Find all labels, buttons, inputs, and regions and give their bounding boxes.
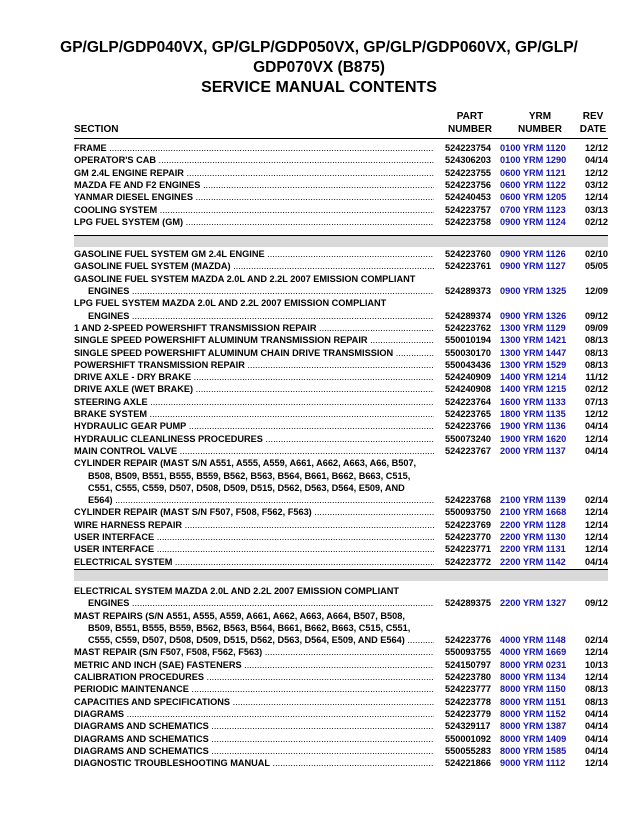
part-number: 524289375 [445, 598, 491, 609]
yrm-number: 1400 YRM 1215 [500, 384, 567, 395]
rev-date: 08/13 [585, 696, 608, 707]
yrm-number: 0900 YRM 1126 [500, 249, 566, 260]
rev-date: 04/14 [585, 155, 608, 166]
separator-band [74, 236, 608, 247]
table-row-continuation [74, 586, 608, 597]
yrm-number: 2100 YRM 1139 [500, 495, 566, 506]
yrm-number: 0700 YRM 1123 [500, 204, 566, 215]
part-number: 524223765 [445, 409, 491, 419]
table-row [74, 635, 608, 646]
rev-date: 02/10 [585, 249, 608, 260]
section-title: COOLING SYSTEM ..... [74, 205, 434, 216]
rev-date: 12/14 [585, 192, 608, 203]
section-title: BRAKE SYSTEM ..... [74, 409, 434, 420]
yrm-number: 0600 YRM 1205 [500, 192, 567, 203]
yrm-number: 2100 YRM 1668 [500, 507, 567, 518]
table-row [74, 168, 608, 179]
rev-date: 08/13 [585, 347, 608, 358]
section-title: GASOLINE FUEL SYSTEM (MAZDA) ..... [74, 261, 434, 272]
part-number: 524223758 [445, 216, 491, 227]
section-title: METRIC AND INCH (SAE) FASTENERS ..... [74, 660, 434, 671]
rev-date: 09/12 [585, 598, 608, 609]
part-number: 550073240 [445, 433, 491, 444]
section-title-line: MAST REPAIRS (S/N A551, A555, A559, A661, A662, A663, A664, B507, B508, [74, 610, 405, 621]
table-row [74, 532, 608, 543]
rev-date: 12/12 [585, 143, 608, 153]
rev-date: 09/09 [585, 322, 608, 333]
section-title: POWERSHIFT TRANSMISSION REPAIR ..... [74, 360, 434, 371]
title-line-3: SERVICE MANUAL CONTENTS [201, 79, 437, 96]
section-title: STEERING AXLE ..... [74, 397, 434, 408]
yrm-number: 9000 YRM 1112 [500, 758, 566, 769]
table-row [74, 544, 608, 555]
table-row [74, 335, 608, 346]
rev-date: 08/13 [585, 684, 608, 695]
header-rev-1: REV [582, 111, 604, 122]
yrm-number: 8000 YRM 1151 [500, 696, 566, 707]
part-number: 524223777 [445, 684, 491, 695]
table-row [74, 192, 608, 203]
section-title-line: LPG FUEL SYSTEM MAZDA 2.0L AND 2.2L 2007 EMISSION COMPLIANT [74, 298, 387, 309]
table-row [74, 372, 608, 383]
section-title: DIAGNOSTIC TROUBLESHOOTING MANUAL ..... [74, 758, 434, 769]
rev-date: 02/14 [585, 635, 608, 646]
section-title: ENGINES ..... [74, 311, 434, 322]
section-title: ENGINES ..... [74, 286, 434, 297]
yrm-number: 1800 YRM 1135 [500, 409, 566, 419]
section-title-line: CYLINDER REPAIR (MAST S/N A551, A555, A559, A661, A662, A663, A66, B507, [74, 458, 417, 469]
table-row [74, 348, 608, 359]
table-row [74, 397, 608, 408]
rev-date: 12/14 [585, 532, 608, 542]
section-title: CYLINDER REPAIR (MAST S/N F507, F508, F562, F563) ..... [74, 507, 434, 518]
table-row [74, 709, 608, 720]
section-title-line: C551, C555, C559, D507, D508, D509, D515, D562, D563, D564, E509, AND [88, 482, 405, 493]
part-number: 524223764 [445, 396, 491, 407]
table-row [74, 384, 608, 395]
part-number: 550093750 [445, 507, 491, 518]
section-title: YANMAR DIESEL ENGINES ..... [74, 192, 434, 203]
part-number: 524223771 [445, 544, 491, 555]
part-number: 524223772 [445, 556, 491, 567]
part-number: 550093755 [445, 647, 491, 658]
rev-date: 12/14 [585, 507, 608, 518]
part-number: 524240908 [445, 384, 491, 395]
part-number: 524223779 [445, 708, 491, 719]
header-rule [74, 138, 608, 139]
table-row [74, 360, 608, 371]
table-row [74, 434, 608, 445]
table-row [74, 734, 608, 745]
yrm-number: 0900 YRM 1127 [500, 261, 566, 272]
part-number: 550010194 [445, 335, 491, 346]
yrm-number: 1300 YRM 1129 [500, 322, 566, 333]
table-row [74, 495, 608, 506]
yrm-number: 8000 YRM 1134 [500, 672, 566, 682]
table-row [74, 311, 608, 322]
table-row [74, 217, 608, 228]
table-row-continuation [74, 623, 608, 634]
rev-date: 04/14 [585, 745, 608, 756]
part-number: 524223766 [445, 421, 491, 432]
header-yrm-1: YRM [528, 111, 552, 122]
part-number: 524223767 [445, 445, 491, 456]
table-row [74, 746, 608, 757]
part-number: 524223754 [445, 143, 491, 153]
section-title: HYDRAULIC GEAR PUMP ..... [74, 421, 434, 432]
yrm-number: 8000 YRM 1409 [500, 733, 567, 744]
table-row [74, 205, 608, 216]
rev-date: 03/13 [585, 204, 608, 215]
yrm-number: 2200 YRM 1142 [500, 556, 566, 567]
yrm-number: 2200 YRM 1128 [500, 519, 566, 530]
yrm-number: 1400 YRM 1214 [500, 372, 567, 383]
yrm-number: 1300 YRM 1421 [500, 335, 567, 346]
rev-date: 05/05 [585, 261, 608, 272]
part-number: 524223755 [445, 167, 491, 178]
table-row [74, 323, 608, 334]
rev-date: 12/14 [585, 672, 608, 682]
part-number: 524289374 [445, 310, 491, 321]
header-part-1: PART [456, 111, 484, 122]
table-row-continuation [74, 611, 608, 622]
part-number: 524240909 [445, 372, 491, 383]
yrm-number: 2200 YRM 1131 [500, 544, 566, 555]
part-number: 524221866 [445, 758, 491, 769]
section-title: ENGINES ..... [74, 598, 434, 609]
part-number: 524223769 [445, 519, 491, 530]
part-number: 524306203 [445, 155, 491, 166]
rev-date: 11/12 [585, 372, 608, 383]
part-number: 524329117 [445, 721, 491, 732]
part-number: 524223780 [445, 672, 491, 682]
section-title: PERIODIC MAINTENANCE ..... [74, 684, 434, 695]
part-number: 550043436 [445, 359, 491, 370]
rev-date: 12/14 [585, 433, 608, 444]
part-number: 524223760 [445, 249, 491, 260]
table-row-continuation [74, 483, 608, 494]
table-row [74, 446, 608, 457]
band-top-rule [74, 569, 608, 570]
part-number: 524223762 [445, 322, 491, 333]
section-title: GASOLINE FUEL SYSTEM GM 2.4L ENGINE ..... [74, 249, 434, 260]
section-title-line: B508, B509, B551, B555, B559, B562, B563, B564, B661, B662, B663, C515, [88, 470, 411, 481]
header-rev-2: DATE [579, 124, 607, 135]
section-title: ELECTRICAL SYSTEM ..... [74, 557, 434, 568]
part-number: 524223778 [445, 696, 491, 707]
rev-date: 04/14 [585, 556, 608, 567]
table-row-continuation [74, 274, 608, 285]
table-row [74, 557, 608, 568]
rev-date: 04/14 [585, 721, 608, 732]
yrm-number: 4000 YRM 1669 [500, 647, 567, 658]
table-row [74, 155, 608, 166]
table-row [74, 507, 608, 518]
rev-date: 12/12 [585, 409, 608, 419]
section-title: MAZDA FE AND F2 ENGINES ..... [74, 180, 434, 191]
yrm-number: 0900 YRM 1326 [500, 310, 567, 321]
yrm-number: 2200 YRM 1327 [500, 598, 567, 609]
part-number: 524289373 [445, 286, 491, 296]
yrm-number: 1300 YRM 1529 [500, 359, 567, 370]
section-title-line: B509, B551, B555, B559, B562, B563, B564, B661, B662, B663, C515, C551, [88, 622, 411, 633]
table-row [74, 409, 608, 420]
rev-date: 12/14 [585, 647, 608, 658]
part-number: 550055283 [445, 745, 491, 756]
header-part-2: NUMBER [448, 124, 492, 135]
rev-date: 12/12 [585, 167, 608, 178]
rev-date: 08/13 [585, 359, 608, 370]
header-section: SECTION [74, 124, 119, 135]
separator-band [74, 570, 608, 581]
section-title: C555, C559, D507, D508, D509, D515, D562, D563, D564, E509, AND E564) ..... [74, 635, 434, 646]
yrm-number: 0100 YRM 1290 [500, 155, 567, 166]
yrm-number: 8000 YRM 0231 [500, 659, 567, 670]
section-title-line: ELECTRICAL SYSTEM MAZDA 2.0L AND 2.2L 2007 EMISSION COMPLIANT [74, 585, 400, 596]
table-row [74, 520, 608, 531]
rev-date: 12/14 [585, 519, 608, 530]
rev-date: 09/12 [585, 310, 608, 321]
part-number: 524223757 [445, 204, 491, 215]
section-title: DIAGRAMS ..... [74, 709, 434, 720]
table-row [74, 721, 608, 732]
rev-date: 10/13 [585, 659, 608, 670]
rev-date: 04/14 [585, 421, 608, 432]
header-yrm-2: NUMBER [518, 124, 562, 135]
rev-date: 12/14 [585, 758, 608, 769]
table-row [74, 261, 608, 272]
rev-date: 02/14 [585, 495, 608, 506]
table-row-continuation [74, 471, 608, 482]
section-title: DRIVE AXLE - DRY BRAKE ..... [74, 372, 434, 383]
part-number: 524240453 [445, 192, 491, 203]
section-title: DIAGRAMS AND SCHEMATICS ..... [74, 721, 434, 732]
yrm-number: 0900 YRM 1124 [500, 216, 566, 227]
section-title: E564) ..... [74, 495, 434, 506]
rev-date: 07/13 [585, 396, 608, 407]
table-row [74, 647, 608, 658]
yrm-number: 8000 YRM 1152 [500, 708, 566, 719]
section-title: DRIVE AXLE (WET BRAKE) ..... [74, 384, 434, 395]
section-title: WIRE HARNESS REPAIR ..... [74, 520, 434, 531]
yrm-number: 1600 YRM 1133 [500, 396, 566, 407]
rev-date: 04/14 [585, 733, 608, 744]
table-row-continuation [74, 458, 608, 469]
section-title: MAIN CONTROL VALVE ..... [74, 446, 434, 457]
rev-date: 12/14 [585, 544, 608, 555]
rev-date: 12/09 [585, 286, 608, 296]
section-title: SINGLE SPEED POWERSHIFT ALUMINUM TRANSMISSION REPAIR ..... [74, 335, 434, 346]
part-number: 524223768 [445, 495, 491, 506]
yrm-number: 1900 YRM 1620 [500, 433, 567, 444]
yrm-number: 0100 YRM 1120 [500, 143, 566, 153]
yrm-number: 0600 YRM 1122 [500, 179, 566, 190]
section-title: DIAGRAMS AND SCHEMATICS ..... [74, 734, 434, 745]
yrm-number: 8000 YRM 1387 [500, 721, 567, 732]
yrm-number: 2000 YRM 1137 [500, 445, 566, 456]
title-line-1: GP/GLP/GDP040VX, GP/GLP/GDP050VX, GP/GLP/GDP060VX, GP/GLP/ [60, 39, 578, 56]
yrm-number: 8000 YRM 1585 [500, 745, 567, 756]
yrm-number: 4000 YRM 1148 [500, 635, 566, 646]
yrm-number: 0600 YRM 1121 [500, 167, 566, 178]
yrm-number: 8000 YRM 1150 [500, 684, 566, 695]
yrm-number: 1900 YRM 1136 [500, 421, 566, 432]
section-title: DIAGRAMS AND SCHEMATICS ..... [74, 746, 434, 757]
rev-date: 04/14 [585, 708, 608, 719]
rev-date: 04/14 [585, 445, 608, 456]
yrm-number: 1300 YRM 1447 [500, 347, 567, 358]
table-row [74, 421, 608, 432]
section-title: USER INTERFACE ..... [74, 544, 434, 555]
yrm-number: 2200 YRM 1130 [500, 532, 566, 542]
section-title: CALIBRATION PROCEDURES ..... [74, 672, 434, 683]
section-title: SINGLE SPEED POWERSHIFT ALUMINUM CHAIN DRIVE TRANSMISSION ..... [74, 348, 434, 359]
table-row [74, 697, 608, 708]
rev-date: 08/13 [585, 335, 608, 346]
table-row [74, 143, 608, 154]
section-title: GM 2.4L ENGINE REPAIR ..... [74, 168, 434, 179]
part-number: 524150797 [445, 659, 491, 670]
table-row [74, 660, 608, 671]
part-number: 524223770 [445, 532, 491, 542]
part-number: 524223756 [445, 179, 491, 190]
section-title: MAST REPAIR (S/N F507, F508, F562, F563) ..... [74, 647, 434, 658]
yrm-number: 0900 YRM 1325 [500, 286, 567, 296]
band-top-rule [74, 235, 608, 236]
rev-date: 02/12 [585, 216, 608, 227]
title-line-2: GDP070VX (B875) [253, 59, 385, 76]
section-title: CAPACITIES AND SPECIFICATIONS ..... [74, 697, 434, 708]
section-title-line: GASOLINE FUEL SYSTEM MAZDA 2.0L AND 2.2L 2007 EMISSION COMPLIANT [74, 273, 416, 284]
rev-date: 03/12 [585, 179, 608, 190]
table-row [74, 758, 608, 769]
table-row [74, 684, 608, 695]
table-row [74, 286, 608, 297]
part-number: 550001092 [445, 733, 491, 744]
part-number: 550030170 [445, 347, 491, 358]
table-row [74, 598, 608, 609]
table-row [74, 180, 608, 191]
section-title: OPERATOR'S CAB ..... [74, 155, 434, 166]
section-title: FRAME ..... [74, 143, 434, 154]
part-number: 524223776 [445, 635, 491, 646]
section-title: LPG FUEL SYSTEM (GM) ..... [74, 217, 434, 228]
section-title: 1 AND 2-SPEED POWERSHIFT TRANSMISSION REPAIR ..... [74, 323, 434, 334]
part-number: 524223761 [445, 261, 491, 272]
table-row-continuation [74, 298, 608, 309]
section-title: USER INTERFACE ..... [74, 532, 434, 543]
section-title: HYDRAULIC CLEANLINESS PROCEDURES ..... [74, 434, 434, 445]
table-row [74, 249, 608, 260]
table-row [74, 672, 608, 683]
rev-date: 02/12 [585, 384, 608, 395]
